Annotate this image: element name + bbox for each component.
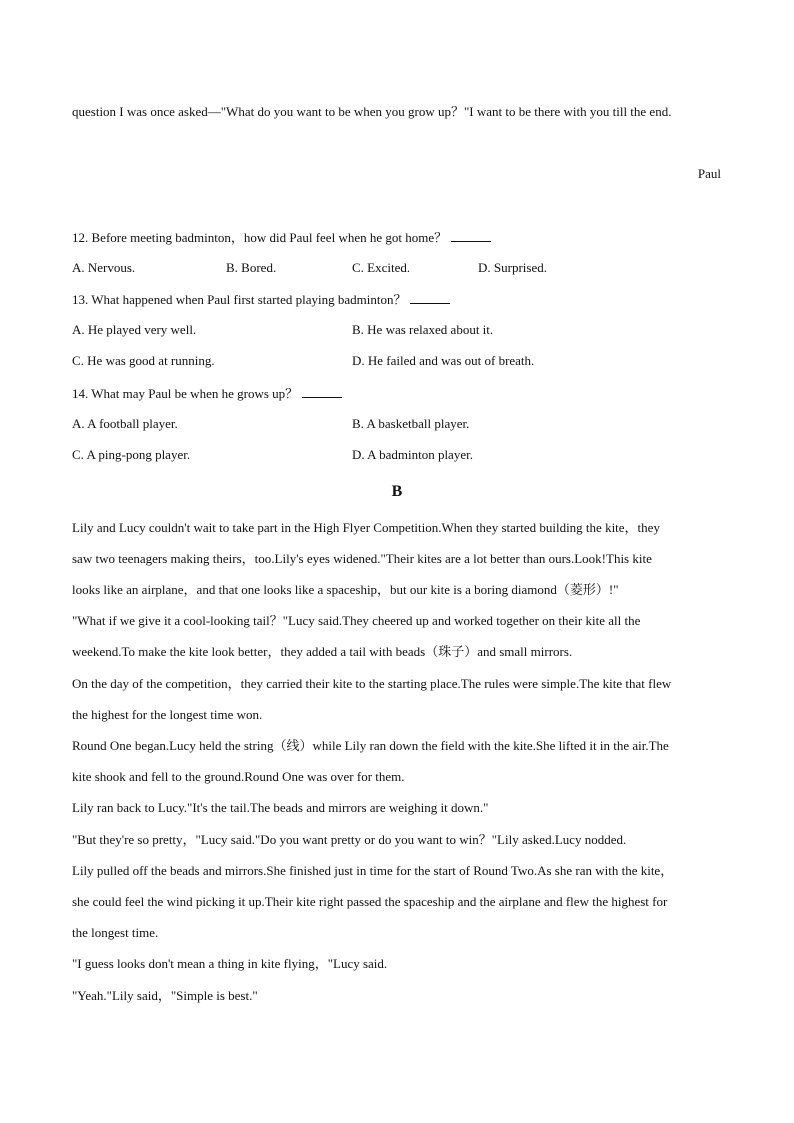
passage-b-line: Lily ran back to Lucy."It's the tail.The beads and mirrors are weighing it down." [72, 800, 489, 815]
question-stem-text: 13. What happened when Paul first started playing badminton？ [72, 292, 407, 307]
question-stem-text: 12. Before meeting badminton，how did Paul feel when he got home？ [72, 230, 448, 245]
question-12-option-d: D. Surprised. [478, 260, 547, 275]
question-14-option-b: B. A basketball player. [352, 416, 470, 431]
question-13-option-d: D. He failed and was out of breath. [352, 353, 535, 368]
passage-b-line: Lily and Lucy couldn't wait to take part in the High Flyer Competition.When they started building the kite，they [72, 520, 660, 535]
question-13-stem [72, 291, 450, 308]
passage-b-line: she could feel the wind picking it up.Their kite right passed the spaceship and the airplane and flew the highest for [72, 894, 668, 909]
passage-b-line: the longest time. [72, 925, 159, 940]
passage-b-line: the highest for the longest time won. [72, 707, 263, 722]
passage-b-line: kite shook and fell to the ground.Round One was over for them. [72, 769, 405, 784]
answer-blank[interactable] [302, 385, 342, 398]
section-b-heading: B [391, 483, 403, 500]
question-stem-text: 14. What may Paul be when he grows up？ [72, 386, 299, 401]
question-13-option-a: A. He played very well. [72, 322, 197, 337]
passage-b-line: saw two teenagers making theirs，too.Lily's eyes widened."Their kites are a lot better than ours.Look!This kite [72, 551, 652, 566]
question-14-stem [72, 385, 342, 402]
passage-b-line: "But they're so pretty，"Lucy said."Do you want pretty or do you want to win？"Lily asked.Lucy nodded. [72, 832, 627, 847]
passage-b-line: Round One began.Lucy held the string（线）while Lily ran down the field with the kite.She lifted it in the air.The [72, 738, 669, 753]
passage-b-line: "I guess looks don't mean a thing in kite flying，"Lucy said. [72, 956, 388, 971]
answer-blank[interactable] [410, 291, 450, 304]
question-14-option-c: C. A ping-pong player. [72, 447, 191, 462]
passage-signature: Paul [697, 166, 721, 181]
question-12-stem [72, 229, 491, 246]
question-14-option-d: D. A badminton player. [352, 447, 473, 462]
passage-b-line: On the day of the competition，they carried their kite to the starting place.The rules were simple.The kite that flew [72, 676, 672, 691]
question-14-option-a: A. A football player. [72, 416, 178, 431]
passage-b-line: Lily pulled off the beads and mirrors.She finished just in time for the start of Round Two.As she ran with the kite， [72, 863, 674, 878]
question-13-option-b: B. He was relaxed about it. [352, 322, 494, 337]
question-12-option-c: C. Excited. [352, 260, 411, 275]
answer-blank[interactable] [451, 229, 491, 242]
question-13-option-c: C. He was good at running. [72, 353, 215, 368]
passage-b-line: weekend.To make the kite look better，they added a tail with beads（珠子）and small mirrors. [72, 644, 573, 659]
question-12-option-b: B. Bored. [226, 260, 277, 275]
question-12-option-a: A. Nervous. [72, 260, 136, 275]
passage-a-last-line: question I was once asked—"What do you want to be when you grow up？"I want to be there with you till the end. [72, 104, 672, 119]
passage-b-line: "Yeah."Lily said，"Simple is best." [72, 988, 258, 1003]
passage-b-line: "What if we give it a cool-looking tail？"Lucy said.They cheered up and worked together on their kite all the [72, 613, 641, 628]
passage-b-line: looks like an airplane，and that one looks like a spaceship，but our kite is a boring diamond（菱形）!" [72, 582, 619, 597]
